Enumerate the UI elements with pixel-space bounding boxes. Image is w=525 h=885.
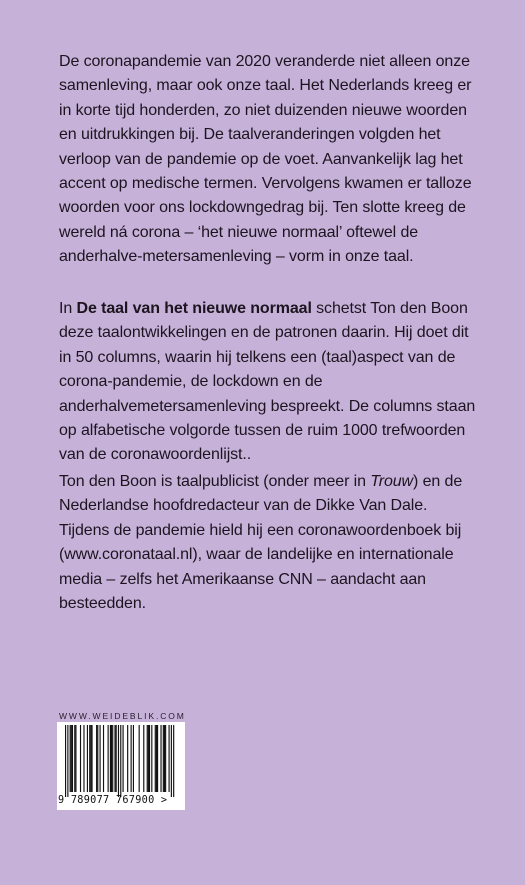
barcode-bar — [111, 725, 112, 792]
barcode-bar — [114, 725, 115, 792]
barcode-bar — [71, 725, 72, 792]
blurb-book-pre: In — [59, 300, 77, 317]
barcode-bar — [151, 725, 152, 792]
barcode-bar — [97, 725, 98, 792]
barcode-bar — [112, 725, 113, 792]
blurb-paragraph-author — [59, 470, 479, 616]
barcode-bar — [147, 725, 148, 792]
barcode-bar — [75, 725, 76, 792]
barcode-guard-bar — [120, 725, 121, 797]
barcode-bar — [165, 725, 166, 792]
barcode-bar — [160, 725, 161, 792]
publisher-url: WWW.WEIDEBLIK.COM — [59, 711, 186, 721]
blurb-paragraph-intro — [59, 50, 479, 270]
barcode-guard-bar — [171, 725, 172, 797]
barcode-guard-bar — [173, 725, 174, 797]
isbn-barcode — [57, 722, 185, 810]
barcode-bar — [127, 725, 128, 792]
barcode-bar — [96, 725, 97, 792]
barcode-bar — [155, 725, 156, 792]
book-title: De taal van het nieuwe normaal — [76, 300, 312, 317]
barcode-bar — [83, 725, 84, 792]
blurb-intro-text: De coronapandemie van 2020 veranderde niet alleen onze samenleving, maar ook onze taal. Het Nederlands kreeg er in korte tijd honderden, zo niet duizenden nieuwe woorden en uitdrukkingen bij. De taalveranderingen volgden het verloop van de pandemie op de voet. Aanvankelijk lag het accent op medische termen. Vervolgens kwamen er talloze woorden voor ons lockdowngedrag bij. Ten slotte kreeg de wereld ná corona – ‘het nieuwe normaal’ oftewel de anderhalve-metersamenleving – vorm in onze taal. — [59, 53, 472, 266]
barcode-bar — [163, 725, 164, 792]
barcode-bar — [90, 725, 91, 792]
barcode-bar — [108, 725, 109, 792]
barcode-bar — [80, 725, 81, 792]
barcode-guard-bar — [118, 725, 119, 797]
barcode-bar — [116, 725, 117, 792]
barcode-bar — [156, 725, 157, 792]
barcode-bar — [72, 725, 73, 792]
barcode-bar — [110, 725, 111, 792]
barcode-bar — [103, 725, 104, 792]
barcode-bar — [149, 725, 150, 792]
barcode-bar — [148, 725, 149, 792]
barcode-bar — [91, 725, 92, 792]
barcode-bar — [123, 725, 124, 792]
barcode-bar — [74, 725, 75, 792]
blurb-paragraph-book — [59, 297, 479, 468]
barcode-bar — [164, 725, 165, 792]
barcode-bar — [139, 725, 140, 792]
barcode-guard-bar — [65, 725, 66, 797]
barcode-bar — [89, 725, 90, 792]
blurb-author-post: ) en de Nederlandse hoofdredacteur van de Dikke Van Dale. Tijdens de pandemie hield hij een coronawoordenboek bij (www.coronataal.nl), waar de landelijke en internationale media – zelfs het Amerikaanse CNN – aandacht aan besteedden. — [59, 473, 463, 613]
barcode-bar — [143, 725, 144, 792]
blurb-author-pre: Ton den Boon is taalpublicist (onder meer in — [59, 473, 371, 490]
barcode-bar — [100, 725, 101, 792]
barcode-bar — [87, 725, 88, 792]
barcode-guard-bar — [67, 725, 68, 797]
barcode-bar — [131, 725, 132, 792]
barcode-bar — [169, 725, 170, 792]
newspaper-name: Trouw — [370, 473, 414, 490]
barcode-bar — [70, 725, 71, 792]
isbn-digits: 9 789077 767900 > — [58, 795, 168, 806]
blurb-book-post: schetst Ton den Boon deze taalontwikkelingen en de patronen daarin. Hij doet dit in 50 columns, waarin hij telkens een (taal)aspect van de corona-pandemie, de lockdown en de anderhalvemetersamenleving bespreekt. De columns staan op alfabetische volgorde tussen de ruim 1000 trefwoorden van de coronawoordenlijst.. — [59, 300, 476, 464]
barcode-bar — [133, 725, 134, 792]
barcode-bar — [157, 725, 158, 792]
